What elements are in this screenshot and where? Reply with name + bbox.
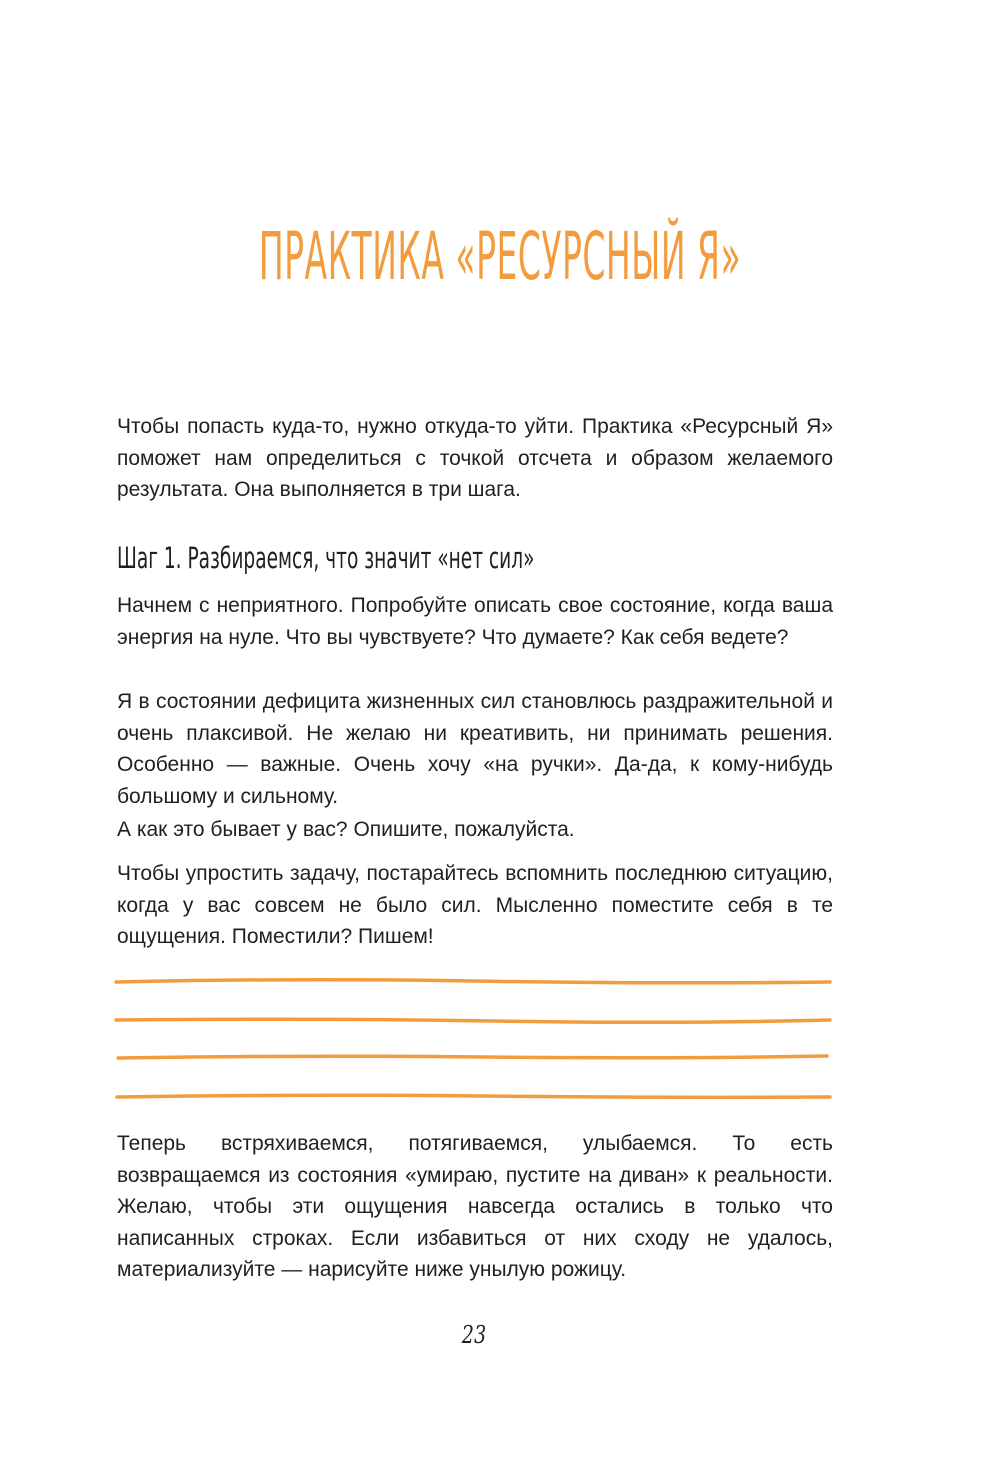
- writing-lines[interactable]: [112, 965, 837, 1110]
- step-1-heading: Шаг 1. Разбираемся, что значит «нет сил»: [117, 541, 535, 575]
- step-1-paragraph-2: Я в состоянии дефицита жизненных сил становлюсь раздражительной и очень плаксивой. Не желаю ни креативить, ни принимать решения. Особенно — важные. Очень хочу «на ручки». Да-да, к кому-нибудь большому и сильному.: [117, 690, 833, 808]
- writing-line[interactable]: [116, 1019, 830, 1022]
- step-1-paragraph-4: Чтобы упростить задачу, постарайтесь вспомнить последнюю ситуацию, когда у вас совсем не было сил. Мысленно поместите себя в те ощущения. Поместили? Пишем!: [117, 862, 833, 948]
- step-1-paragraph-1: Начнем с неприятного. Попробуйте описать свое состояние, когда ваша энергия на нуле. Что вы чувствуете? Что думаете? Как себя ведете?: [117, 594, 833, 649]
- intro-paragraph: Чтобы попасть куда-то, нужно откуда-то уйти. Практика «Ресурсный Я» поможет нам определиться с точкой отсчета и образом желаемого результата. Она выполняется в три шага.: [117, 415, 833, 501]
- writing-line[interactable]: [117, 1095, 830, 1097]
- writing-line[interactable]: [118, 1056, 827, 1058]
- step-1-paragraph-5: Теперь встряхиваемся, потягиваемся, улыбаемся. То есть возвращаемся из состояния «умираю, пустите на диван» к реальности. Желаю, чтобы эти ощущения навсегда остались в только что написанных строках. Если избавиться от них сходу не удалось, материализуйте — нарисуйте ниже унылую рожицу.: [117, 1132, 833, 1281]
- page-number: 23: [461, 1321, 487, 1349]
- step-1-paragraph-3: А как это бывает у вас? Опишите, пожалуйста.: [117, 818, 575, 841]
- writing-line[interactable]: [116, 980, 830, 983]
- page-title: ПРАКТИКА «РЕСУРСНЫЙ Я»: [258, 218, 742, 295]
